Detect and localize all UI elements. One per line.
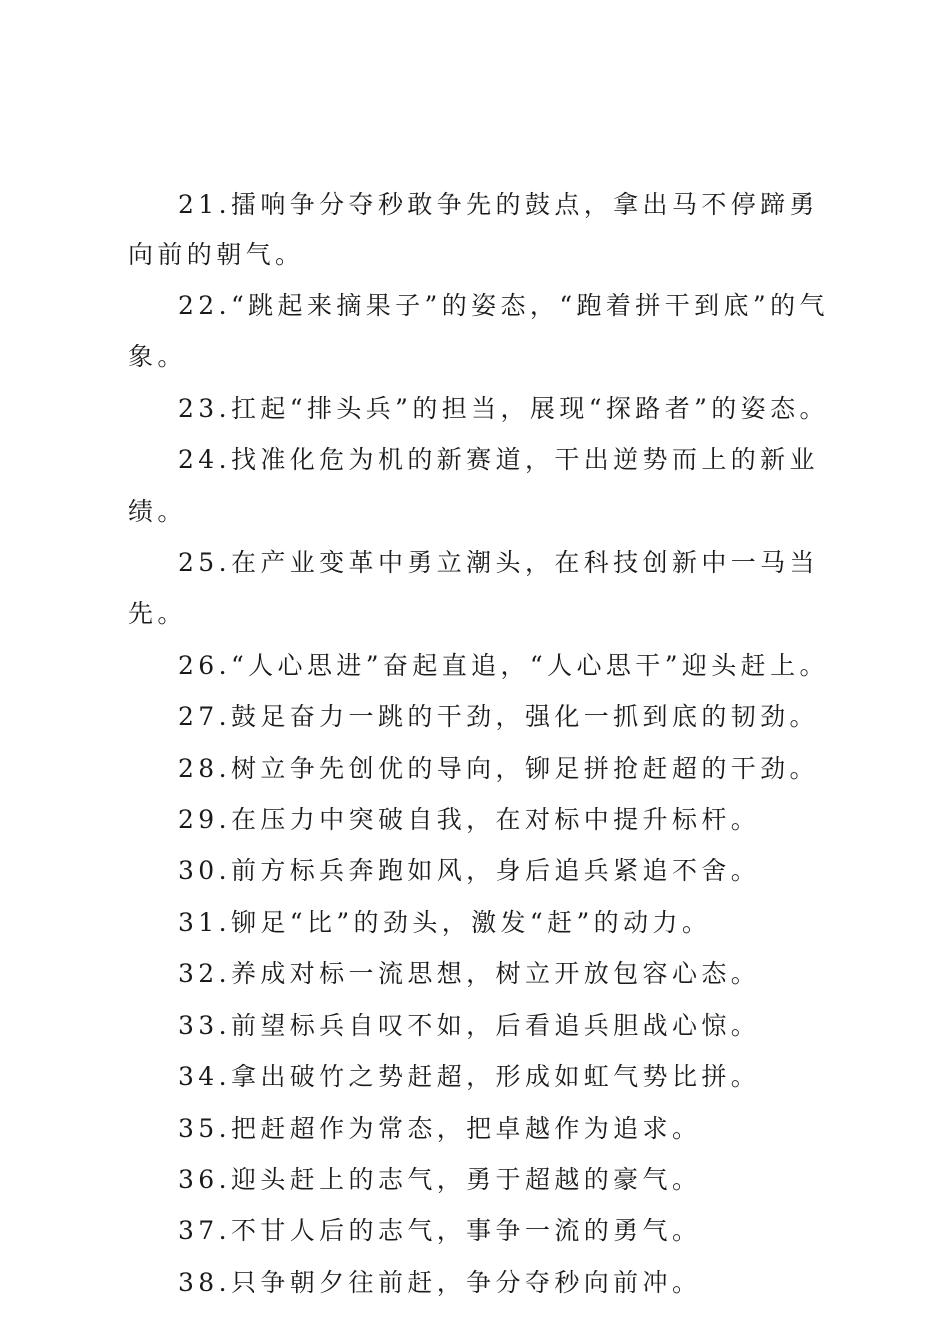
list-item: 36.迎头赶上的志气，勇于超越的豪气。 (178, 1164, 702, 1194)
list-item: 22.“跳起来摘果子”的姿态，“跑着拼干到底”的气象。 (128, 291, 829, 372)
list-item: 31.铆足“比”的劲头，激发“赶”的动力。 (178, 907, 712, 937)
list-item: 35.把赶超作为常态，把卓越作为追求。 (178, 1113, 702, 1143)
list-item: 28.树立争先创优的导向，铆足拼抢赶超的干劲。 (178, 753, 819, 783)
list-item: 27.鼓足奋力一跳的干劲，强化一抓到底的韧劲。 (178, 702, 819, 732)
list-item: 24.找准化危为机的新赛道，干出逆势而上的新业绩。 (128, 445, 819, 526)
list-item: 25.在产业变革中勇立潮头，在科技创新中一马当先。 (128, 548, 819, 629)
list-item: 33.前望标兵自叹不如，后看追兵胆战心惊。 (178, 1010, 761, 1040)
list-item: 30.前方标兵奔跑如风，身后追兵紧追不舍。 (178, 856, 761, 886)
list-item: 34.拿出破竹之势赶超，形成如虹气势比拼。 (178, 1062, 761, 1092)
list-item: 32.养成对标一流思想，树立开放包容心态。 (178, 959, 761, 989)
list-item: 29.在压力中突破自我，在对标中提升标杆。 (178, 805, 761, 835)
list-item: 37.不甘人后的志气，事争一流的勇气。 (178, 1216, 702, 1246)
document-body (128, 180, 830, 1308)
list-item: 23.扛起“排头兵”的担当，展现“探路者”的姿态。 (178, 393, 829, 423)
list-item: 38.只争朝夕往前赶，争分夺秒向前冲。 (178, 1267, 702, 1297)
list-item: 21.擂响争分夺秒敢争先的鼓点，拿出马不停蹄勇向前的朝气。 (128, 190, 819, 269)
list-item: 26.“人心思进”奋起直追，“人心思干”迎头赶上。 (178, 650, 829, 680)
